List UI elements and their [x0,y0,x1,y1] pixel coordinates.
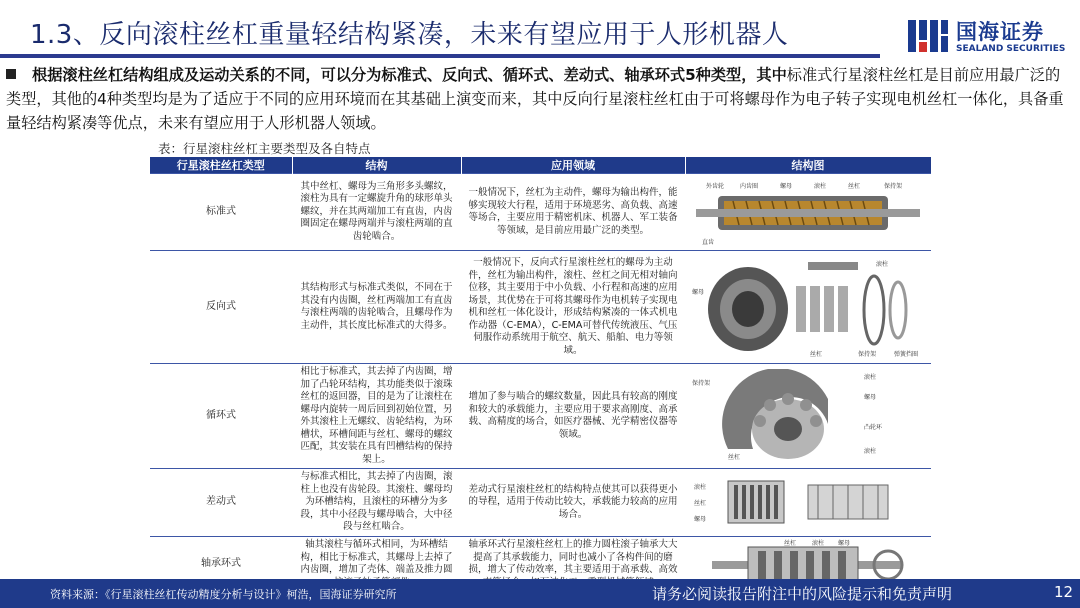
row-structure-text: 轴其滚柱与循环式相同，为环槽结构，相比于标准式，其螺母上去掉了内齿圈，增加了壳体、端盖及推力圆 [292,536,461,592]
figure-label: 保持架 [692,380,711,387]
source-note: 资料来源：《行星滚柱丝杠传动精度分析与设计》柯浩，国海证券研究所 [50,588,397,601]
disclaimer-note: 请务必阅读报告附注中的风险提示和免责声明 [652,585,953,603]
recirculating-screw-drawing [687,369,929,463]
figure-label: 内齿圈 [740,183,759,190]
figure-label: 螺母 [864,394,877,401]
figure-label: 凸轮环 [864,424,883,431]
row-application-text: 一般情况下，反向式行星滚柱丝杠的螺母为主动件，丝杠为输出构件，滚柱、丝杠之间无相对轴向位移，其主要用于中小负载、小行程和高速的应用场景，其优势在于可将其螺母作为电机转子实现电机和丝杠一体化设计，形成结构紧凑的一体式机电作动器（C-EMA），C-EMA可替代传统液压、气压伺服作动系统用于航空、航天、船舶、电力等领域。 [461,251,685,364]
row-type-standard: 标准式 [150,174,292,251]
figure-label: 螺母 [838,540,851,548]
inverted-screw-drawing [687,254,929,360]
row-application-text: 增加了参与啮合的螺纹数量，因此具有较高的刚度和较大的承载能力，主要应用于要求高刚度、高承载、高精度的场合，如医疗器械、光学精密仪器等领域。 [461,364,685,469]
figure-label: 螺母 [692,289,705,296]
row-figure-cell [685,469,931,537]
table-row [150,174,931,251]
company-logo [906,14,1076,58]
figure-label: 直齿 [702,239,715,246]
intro-normal-text: 标准式行星滚柱丝杠是目前应用最广泛的类型，其他的4种类型均是为了适应于不同的应用环境而在其基础上演变而来，其中反向行星滚柱丝杠由于可将螺母作为电子转子实现电机丝杠一体化，具备重量轻结构紧凑等优点，未来有望应用于人形机器人领域。 [6,66,1064,132]
header-application: 应用领域 [461,157,685,174]
row-structure-text: 与标准式相比，其去掉了内齿圈，滚柱上也没有齿轮段。其滚柱、螺母均为环槽结构，且滚柱的环槽分为多段，其中小径段与螺母啮合，大中径段与丝杠啮合。 [292,469,461,537]
figure-label: 螺母 [694,516,707,524]
title-divider [0,54,880,58]
sealand-logo-icon [906,14,950,58]
header-type: 行星滚柱丝杠类型 [150,157,292,174]
table-row [150,469,931,537]
page-number: 12 [1054,583,1074,601]
figure-label: 滚柱 [876,261,889,268]
row-figure-cell [685,251,931,364]
row-application-text: 轴承环式行星滚柱丝杠上的推力圆柱滚子轴承大大提高了其承载能力，同时也减小了各构件间的磨损，增大了传动效率，其主要适用于高承载、高效 [461,536,685,592]
row-type-recirculating: 循环式 [150,364,292,469]
page-footer [0,579,1080,608]
table-row [150,251,931,364]
figure-label: 螺母 [780,183,793,190]
header-figure: 结构图 [685,157,931,174]
differential-screw-drawing [687,475,929,529]
row-application-text: 差动式行星滚柱丝杠的结构特点使其可以获得更小的导程，适用于传动比较大，承载能力较高的应用场合。 [461,469,685,537]
intro-bold-text: 根据滚柱丝杠结构组成及运动关系的不同，可以分为标准式、反向式、循环式、差动式、轴承环式5种类型，其中 [32,66,787,84]
page-header [0,0,1080,62]
screw-types-table [150,157,932,592]
figure-label: 外齿轮 [706,183,725,190]
row-figure-cell [685,174,931,251]
row-application-text: 一般情况下，丝杠为主动件，螺母为输出构件，能够实现较大行程，适用于环境恶劣、高负载、高速等场合，主要应用于精密机床、机器人、军工装备等领域，是目前应用最广泛的类型。 [461,174,685,251]
figure-label: 丝杠 [784,540,797,548]
figure-label: 保持架 [884,183,903,190]
logo-chinese-name: 国海证券 [956,20,1044,44]
logo-english-name: SEALAND SECURITIES [956,44,1066,54]
figure-label: 丝杠 [728,454,741,461]
intro-paragraph [6,63,1074,135]
row-structure-text: 其中丝杠、螺母为三角形多头螺纹，滚柱为具有一定螺旋升角的球形单头螺纹，并在其两端加工有直齿，内齿圈固定在螺母两端并与滚柱两端的直齿轮啮合。 [292,174,461,251]
figure-label: 滚柱 [812,540,825,548]
table-caption: 表：行星滚柱丝杠主要类型及各自特点 [158,141,371,156]
row-structure-text: 相比于标准式，其去掉了内齿圈，增加了凸轮环结构，其功能类似于滚珠丝杠的返回器，目的是为了让滚柱在螺母内旋转一周后回到初始位置，另外其滚柱上无螺纹、齿轮结构，为环槽状，环槽间距与丝杠、螺母的螺纹匹配，其安装在具有凹槽结构的保持架上。 [292,364,461,469]
page-title: 1.3、反向滚柱丝杠重量轻结构紧凑，未来有望应用于人形机器人 [30,20,789,50]
figure-label: 滚柱 [864,448,877,455]
row-type-differential: 差动式 [150,469,292,537]
table-header-row [150,157,931,174]
figure-label: 滚柱 [694,484,707,492]
row-structure-text: 其结构形式与标准式类似，不同在于其没有内齿圈，丝杠两端加工有直齿与滚柱两端的齿轮啮合，且螺母作为主动件，其长度比标准式的大得多。 [292,251,461,364]
figure-label: 丝杠 [694,500,707,508]
figure-label: 丝杠 [810,351,823,358]
row-type-inverted: 反向式 [150,251,292,364]
standard-screw-drawing [687,176,929,248]
table-row [150,364,931,469]
figure-label: 滚柱 [864,374,877,381]
row-type-bearing-ring: 轴承环式 [150,536,292,592]
bullet-square-icon [6,69,16,79]
figure-label: 丝杠 [848,183,861,190]
row-figure-cell [685,364,931,469]
header-structure: 结构 [292,157,461,174]
figure-label: 弹簧挡圈 [894,351,919,358]
figure-label: 保持架 [858,351,877,358]
figure-label: 滚柱 [814,183,827,190]
